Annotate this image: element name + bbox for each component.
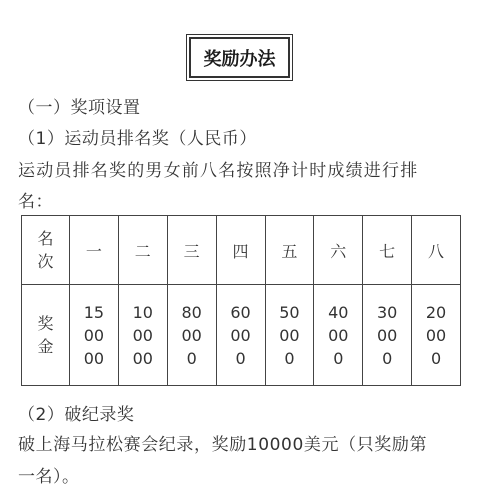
rank-cell: 五 bbox=[265, 216, 314, 285]
rank-cell: 八 bbox=[412, 216, 461, 285]
rank-cell: 一 bbox=[70, 216, 119, 285]
award-description-record-line2: 一名）。 bbox=[18, 467, 80, 487]
amount-cell bbox=[167, 285, 216, 386]
amount-cell bbox=[216, 285, 265, 386]
document-title: 奖励办法 bbox=[189, 37, 290, 78]
amount-value: 80000 bbox=[181, 302, 202, 368]
amount-value: 30000 bbox=[377, 302, 398, 368]
rank-cell: 三 bbox=[167, 216, 216, 285]
rank-cell: 四 bbox=[216, 216, 265, 285]
rank-header-cell bbox=[22, 216, 70, 285]
award-heading-ranking: （1）运动员排名奖（人民币） bbox=[18, 129, 257, 149]
amount-cell bbox=[412, 285, 461, 386]
award-description-ranking-line1: 运动员排名奖的男女前八名按照净计时成绩进行排 bbox=[18, 161, 419, 181]
amount-header-label: 奖金 bbox=[37, 314, 54, 356]
rank-row bbox=[22, 216, 461, 285]
amount-value: 100000 bbox=[132, 302, 153, 368]
amount-value: 20000 bbox=[425, 302, 447, 368]
rank-cell: 六 bbox=[314, 216, 363, 285]
amount-header-cell bbox=[22, 285, 70, 386]
amount-cell bbox=[363, 285, 412, 386]
amount-value: 60000 bbox=[230, 302, 251, 368]
amount-cell bbox=[70, 285, 119, 386]
amount-value: 50000 bbox=[279, 302, 300, 368]
section-heading-prize-setup: （一）奖项设置 bbox=[18, 98, 141, 118]
amount-cell bbox=[265, 285, 314, 386]
amount-value: 150000 bbox=[83, 302, 105, 368]
amount-value: 40000 bbox=[328, 302, 349, 368]
rank-cell: 七 bbox=[363, 216, 412, 285]
amount-cell bbox=[314, 285, 363, 386]
award-description-ranking-line2: 名： bbox=[18, 192, 53, 212]
rank-cell: 二 bbox=[118, 216, 167, 285]
award-heading-record: （2）破纪录奖 bbox=[18, 405, 135, 425]
prize-table bbox=[21, 215, 461, 386]
rank-header-label: 名次 bbox=[37, 229, 54, 271]
award-description-record-line1: 破上海马拉松赛会纪录，奖励10000美元（只奖励第 bbox=[18, 435, 428, 455]
amount-row bbox=[22, 285, 461, 386]
amount-cell bbox=[118, 285, 167, 386]
